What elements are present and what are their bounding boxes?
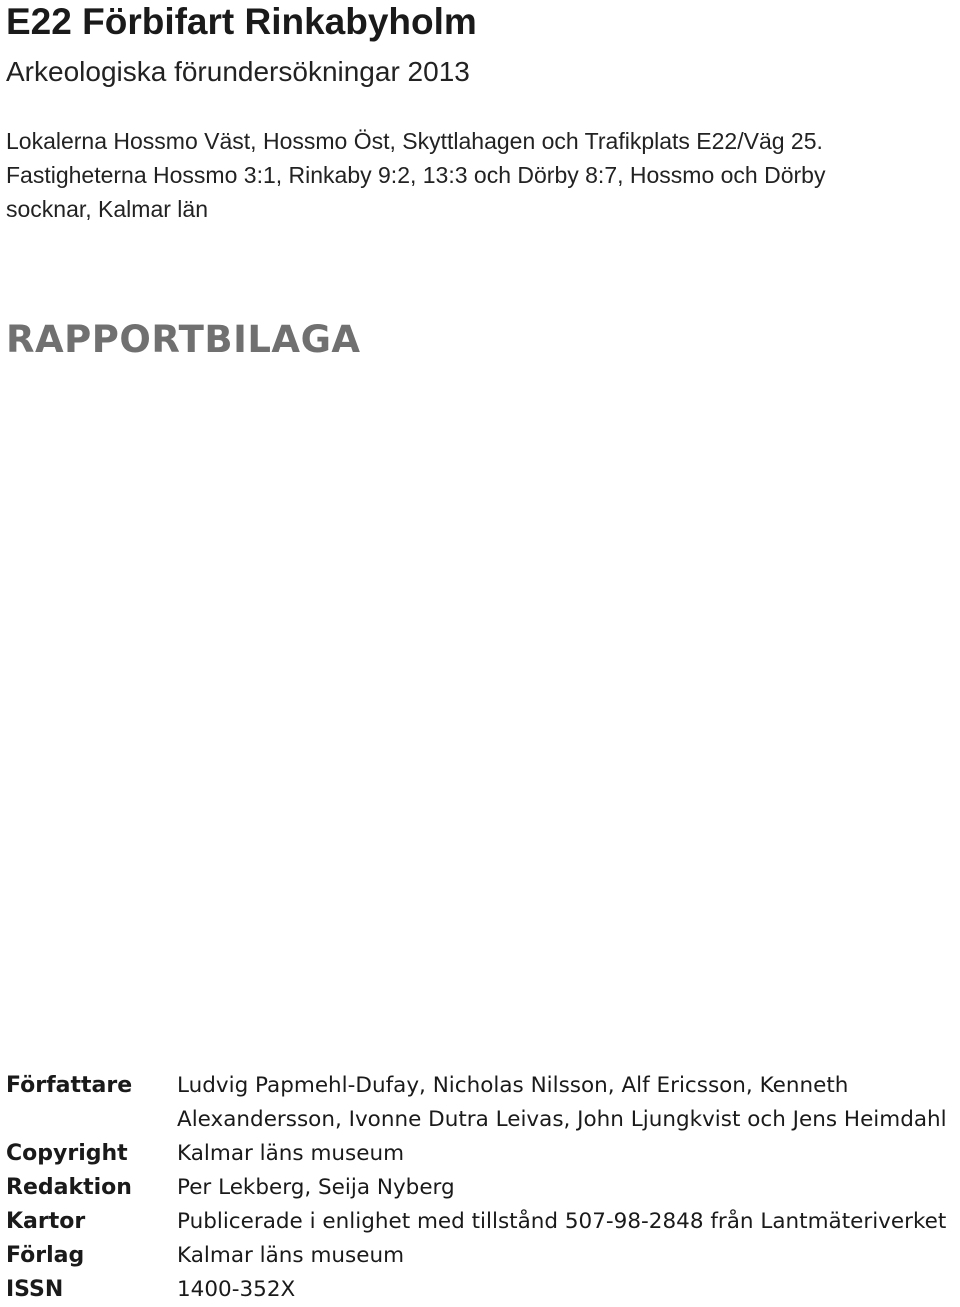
credit-value-forfattare-line-1: Ludvig Papmehl-Dufay, Nicholas Nilsson, Alf Ericsson, Kenneth	[177, 1073, 849, 1098]
credit-label-copyright: Copyright	[6, 1141, 128, 1166]
location-line-3: socknar, Kalmar län	[6, 196, 208, 222]
credit-label-forlag: Förlag	[6, 1243, 85, 1268]
credit-value-forlag: Kalmar läns museum	[177, 1243, 405, 1268]
section-heading: RAPPORTBILAGA	[6, 318, 361, 361]
credit-value-forfattare	[177, 1069, 960, 1137]
location-line-2: Fastigheterna Hossmo 3:1, Rinkaby 9:2, 13:3 och Dörby 8:7, Hossmo och Dörby	[6, 162, 826, 188]
credit-value-forfattare-line-2: Alexandersson, Ivonne Dutra Leivas, John Ljungkvist och Jens Heimdahl	[177, 1107, 947, 1132]
document-title: E22 Förbifart Rinkabyholm	[6, 1, 477, 42]
credit-row-redaktion	[6, 1171, 960, 1205]
credit-row-forfattare	[6, 1069, 960, 1137]
credits-table	[6, 1069, 960, 1307]
location-description	[6, 124, 956, 226]
credit-value-issn: 1400-352X	[177, 1277, 296, 1302]
location-line-1: Lokalerna Hossmo Väst, Hossmo Öst, Skyttlahagen och Trafikplats E22/Väg 25.	[6, 128, 823, 154]
credit-value-kartor: Publicerade i enlighet med tillstånd 507-98-2848 från Lantmäteriverket	[177, 1209, 947, 1234]
credit-label-forfattare: Författare	[6, 1073, 133, 1098]
document-subtitle: Arkeologiska förundersökningar 2013	[6, 56, 470, 87]
credit-label-kartor: Kartor	[6, 1209, 86, 1234]
credit-row-issn	[6, 1273, 960, 1307]
credit-label-issn: ISSN	[6, 1277, 64, 1302]
credit-row-forlag	[6, 1239, 960, 1273]
credit-row-kartor	[6, 1205, 960, 1239]
credit-value-copyright: Kalmar läns museum	[177, 1141, 405, 1166]
credit-row-copyright	[6, 1137, 960, 1171]
credit-value-redaktion: Per Lekberg, Seija Nyberg	[177, 1175, 455, 1200]
credit-label-redaktion: Redaktion	[6, 1175, 132, 1200]
